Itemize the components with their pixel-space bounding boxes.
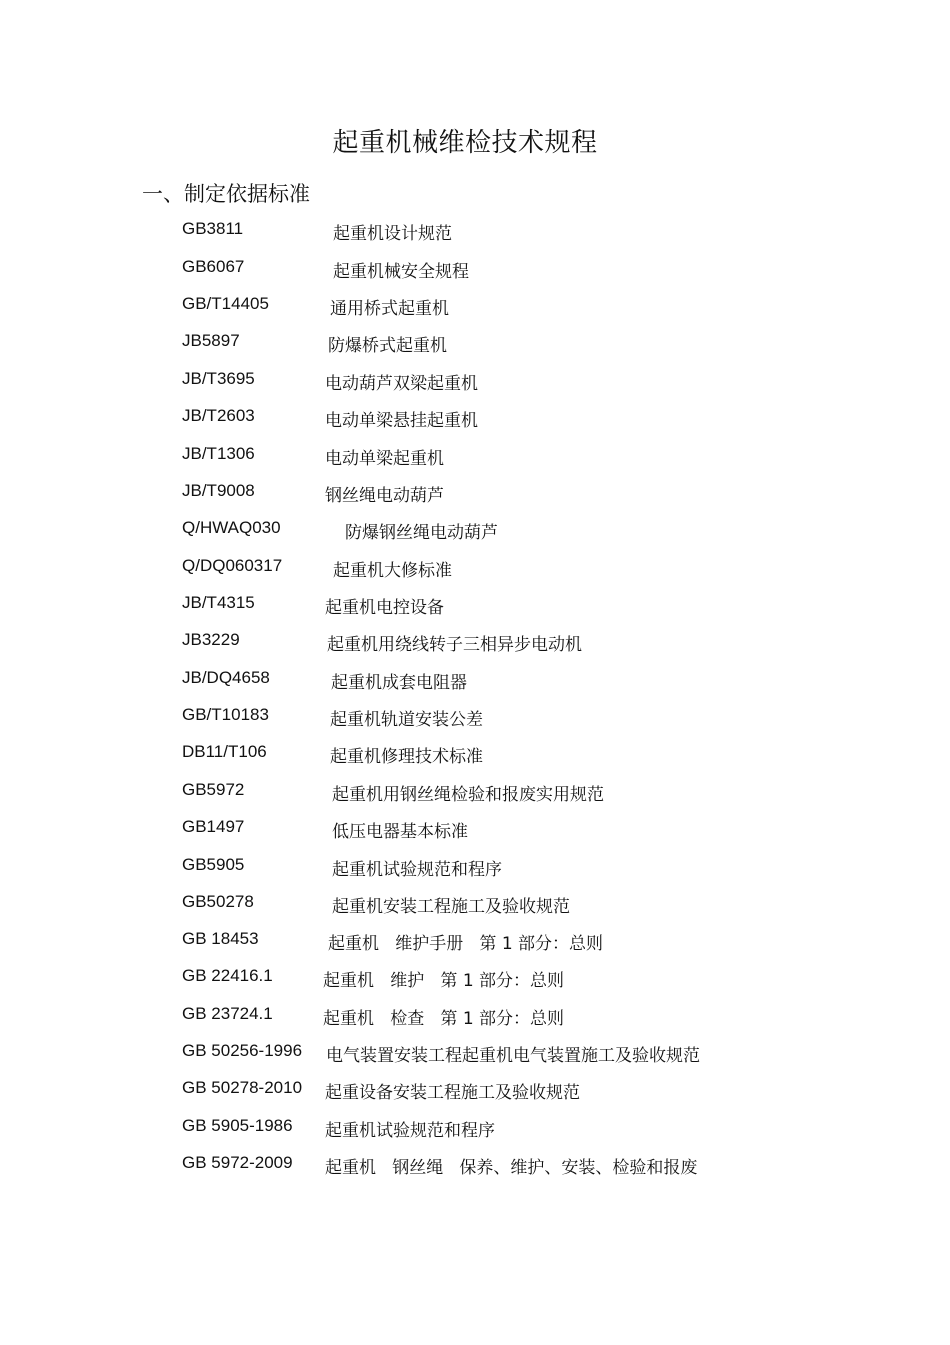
standard-code: GB/T10183	[182, 705, 269, 724]
standard-name: 电动单梁起重机	[325, 449, 444, 469]
standard-code: GB 5972-2009	[182, 1153, 293, 1172]
standard-row	[0, 1153, 950, 1177]
standard-code: GB 23724.1	[182, 1004, 273, 1023]
standard-code: GB 5905-1986	[182, 1116, 293, 1135]
standard-code: JB/T3695	[182, 369, 255, 388]
standard-name: 电动单梁悬挂起重机	[325, 411, 478, 431]
standard-code: GB/T14405	[182, 294, 269, 313]
standard-code: Q/DQ060317	[182, 556, 283, 575]
standard-name: 电气装置安装工程起重机电气装置施工及验收规范	[326, 1046, 700, 1066]
standard-row	[0, 331, 950, 355]
standard-row	[0, 780, 950, 804]
standard-row	[0, 257, 950, 281]
standard-code: GB1497	[182, 817, 245, 836]
standard-code: JB/T2603	[182, 406, 255, 425]
standard-row	[0, 929, 950, 953]
standard-name: 起重设备安装工程施工及验收规范	[325, 1083, 580, 1103]
standard-row	[0, 481, 950, 505]
standard-row	[0, 668, 950, 692]
standard-row	[0, 966, 950, 990]
standard-row	[0, 556, 950, 580]
standard-name: 起重机试验规范和程序	[332, 860, 502, 880]
standard-row	[0, 1041, 950, 1065]
standard-name: 起重机 钢丝绳 保养、维护、安装、检验和报废	[325, 1158, 698, 1178]
standard-row	[0, 369, 950, 393]
standard-name: 防爆桥式起重机	[328, 336, 447, 356]
standard-code: JB3229	[182, 630, 240, 649]
standard-code: GB 50256-1996	[182, 1041, 303, 1060]
standard-code: GB3811	[182, 219, 244, 238]
standard-row	[0, 817, 950, 841]
standard-code: GB 50278-2010	[182, 1078, 303, 1097]
standard-name: 低压电器基本标准	[332, 822, 468, 842]
standard-code: GB5972	[182, 780, 245, 799]
standard-name: 电动葫芦双梁起重机	[325, 374, 478, 394]
standard-name: 起重机试验规范和程序	[325, 1121, 495, 1141]
standard-row	[0, 518, 950, 542]
standard-name: 钢丝绳电动葫芦	[325, 486, 444, 506]
standard-row	[0, 593, 950, 617]
standard-name: 起重机设计规范	[333, 224, 452, 244]
standard-row	[0, 406, 950, 430]
standard-code: JB/T9008	[182, 481, 255, 500]
standard-row	[0, 219, 950, 243]
standard-name: 起重机修理技术标准	[330, 747, 483, 767]
standard-code: GB 22416.1	[182, 966, 273, 985]
standard-name: 起重机电控设备	[325, 598, 444, 618]
standard-code: DB11/T106	[182, 742, 267, 761]
standard-code: GB50278	[182, 892, 254, 911]
standard-name: 起重机 检查 第 1 部分：总则	[323, 1009, 565, 1029]
standard-name: 起重机 维护手册 第 1 部分：总则	[328, 934, 604, 954]
standard-code: GB 18453	[182, 929, 259, 948]
standard-name: 起重机用绕线转子三相异步电动机	[327, 635, 582, 655]
section-heading: 一、制定依据标准	[142, 182, 310, 206]
standard-row	[0, 444, 950, 468]
standard-name: 起重机械安全规程	[333, 262, 469, 282]
standard-code: GB6067	[182, 257, 245, 276]
standard-name: 起重机大修标准	[333, 561, 452, 581]
standard-row	[0, 294, 950, 318]
standard-code: JB/DQ4658	[182, 668, 270, 687]
standard-name: 起重机轨道安装公差	[330, 710, 483, 730]
standard-row	[0, 855, 950, 879]
document-title: 起重机械维检技术规程	[332, 128, 598, 158]
standard-row	[0, 1116, 950, 1140]
standard-name: 起重机 维护 第 1 部分：总则	[323, 971, 565, 991]
standard-row	[0, 742, 950, 766]
standard-name: 起重机安装工程施工及验收规范	[332, 897, 570, 917]
standard-row	[0, 892, 950, 916]
standard-code: JB/T4315	[182, 593, 255, 612]
standard-row	[0, 630, 950, 654]
standard-name: 通用桥式起重机	[330, 299, 449, 319]
standard-row	[0, 705, 950, 729]
standard-row	[0, 1004, 950, 1028]
standard-code: Q/HWAQ030	[182, 518, 281, 537]
standard-code: JB/T1306	[182, 444, 255, 463]
standard-name: 起重机用钢丝绳检验和报废实用规范	[332, 785, 604, 805]
standard-row	[0, 1078, 950, 1102]
standard-name: 起重机成套电阻器	[331, 673, 467, 693]
standard-code: JB5897	[182, 331, 240, 350]
standard-name: 防爆钢丝绳电动葫芦	[345, 523, 498, 543]
standard-code: GB5905	[182, 855, 245, 874]
